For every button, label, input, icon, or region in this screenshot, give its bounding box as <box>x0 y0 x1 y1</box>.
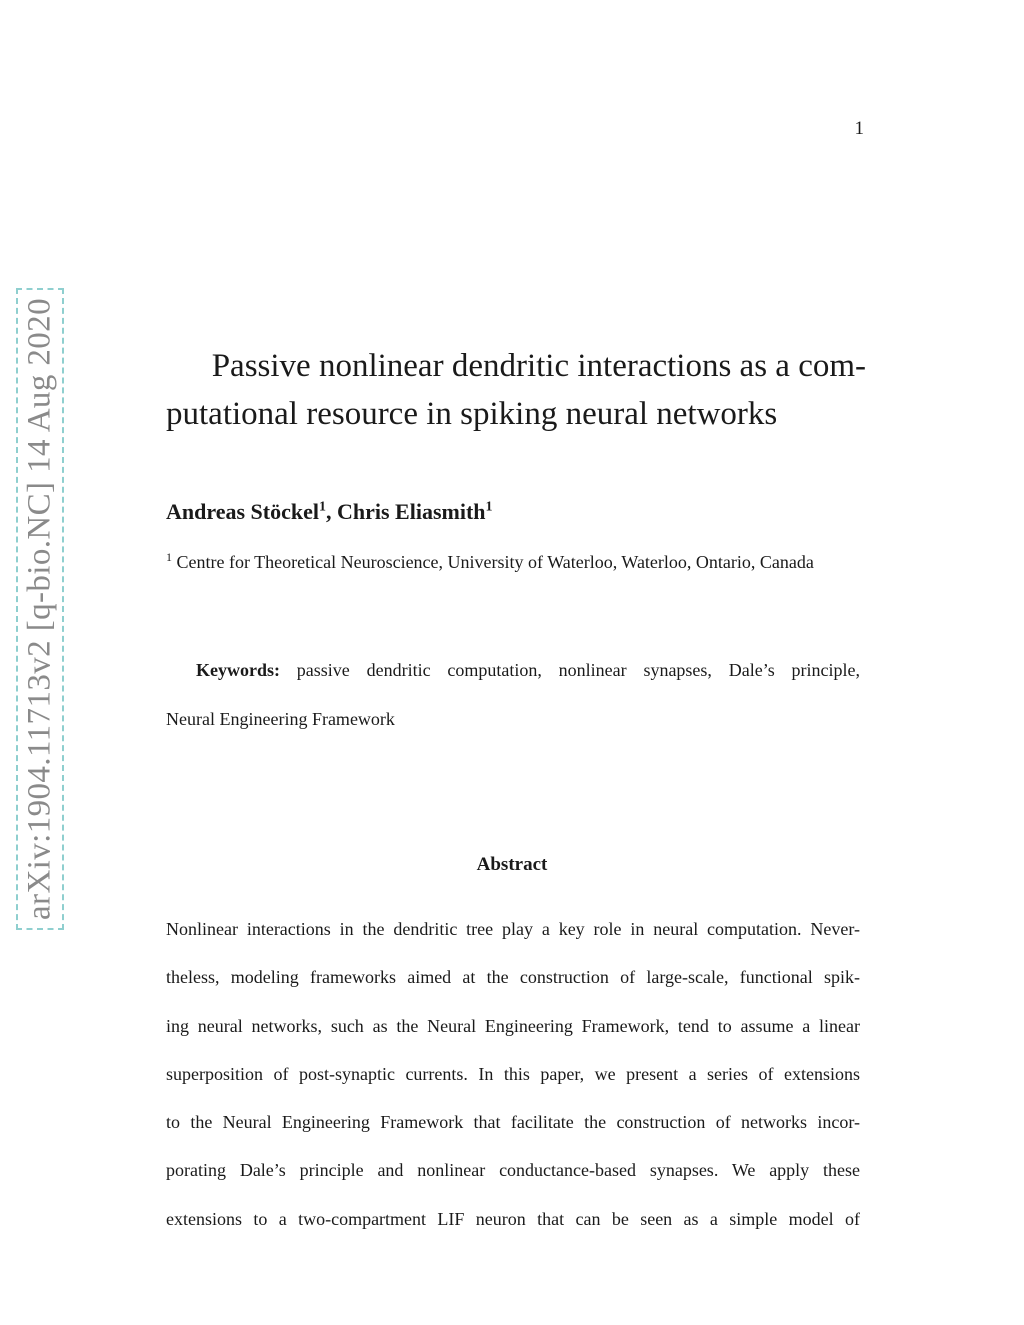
title-line: Passive nonlinear dendritic interactions as a com- <box>211 348 866 384</box>
affiliation-marker: 1 <box>166 550 172 564</box>
keywords-line: Neural Engineering Framework <box>166 709 395 729</box>
arxiv-identifier: arXiv:1904.11713v2 [q-bio.NC] 14 Aug 2020 <box>21 298 58 920</box>
keyword-word: dendritic <box>366 660 431 680</box>
page-number: 1 <box>854 118 864 139</box>
author-name: Chris Eliasmith <box>337 499 486 524</box>
abstract-line: Nonlinear interactions in the dendritic tree play a key role in neural computation. Never- <box>166 919 860 939</box>
paper-title <box>166 342 866 438</box>
abstract-line: superposition of post-synaptic currents. In this paper, we present a series of extensions <box>166 1063 860 1084</box>
abstract-line: ing neural networks, such as the Neural Engineering Framework, tend to assume a linear <box>166 1015 860 1036</box>
keyword-word: nonlinear <box>558 660 627 680</box>
abstract-line: theless, modeling frameworks aimed at the construction of large-scale, functional spik- <box>166 967 860 988</box>
abstract-line: to the Neural Engineering Framework that facilitate the construction of networks incor- <box>166 1112 860 1133</box>
author-name: Andreas Stöckel <box>166 499 319 524</box>
arxiv-stamp <box>16 288 64 930</box>
keyword-word: synapses, <box>643 660 712 680</box>
affiliation-text: Centre for Theoretical Neuroscience, University of Waterloo, Waterloo, Ontario, Canada <box>176 552 814 572</box>
author-affiliation-marker: 1 <box>319 499 326 515</box>
keyword-word: principle, <box>791 660 860 680</box>
abstract-body <box>166 910 860 1248</box>
keyword-word: computation, <box>447 660 542 680</box>
keywords-line <box>166 646 860 695</box>
abstract-line: extensions to a two-compartment LIF neuron that can be seen as a simple model of <box>166 1208 860 1229</box>
keyword-word: Dale’s <box>728 660 775 680</box>
abstract-line: porating Dale’s principle and nonlinear conductance-based synapses. We apply these <box>166 1160 860 1181</box>
abstract-heading: Abstract <box>476 854 548 875</box>
author-list <box>166 499 493 525</box>
title-line: putational resource in spiking neural networks <box>166 396 778 432</box>
author-separator: , <box>326 499 337 524</box>
keywords-label: Keywords: <box>196 660 280 680</box>
keyword-word: passive <box>296 660 350 680</box>
author-affiliation-marker: 1 <box>485 499 493 515</box>
keywords-section <box>166 646 860 744</box>
affiliation <box>166 550 814 573</box>
